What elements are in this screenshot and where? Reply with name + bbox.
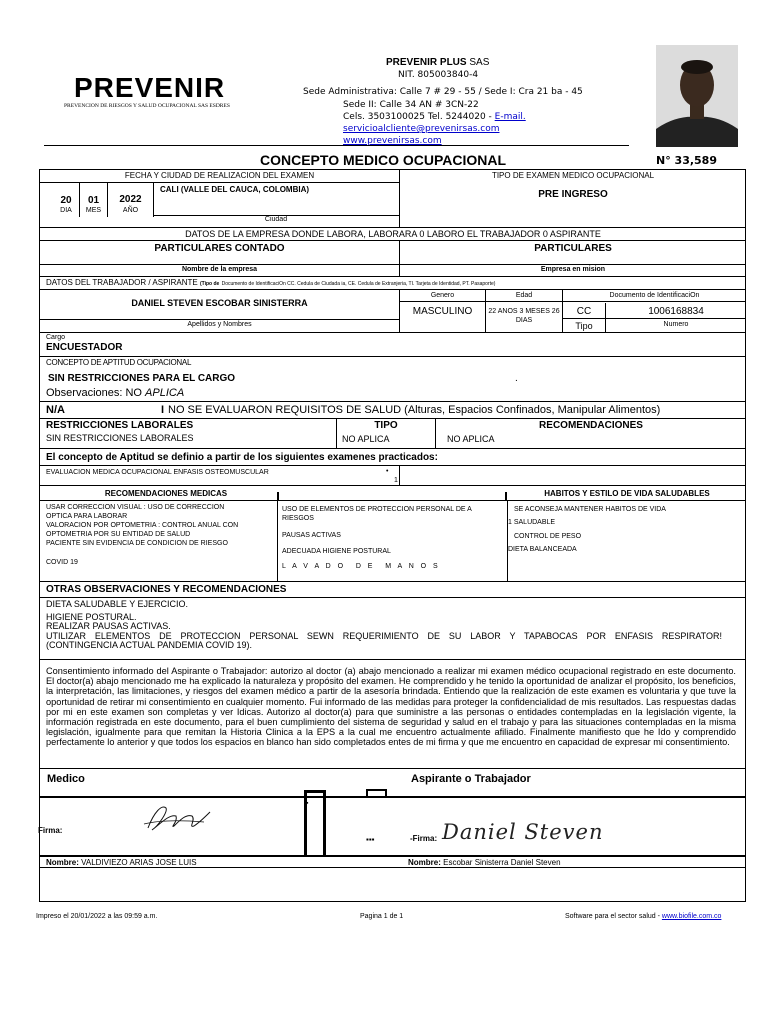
address-line-1: Sede Administrativa: Calle 7 # 29 - 55 / Sede I: Cra 21 ba - 45 (303, 87, 583, 97)
company-nit: NIT. 805003840-4 (398, 70, 479, 80)
medico-label: Medico (47, 773, 85, 785)
aptitude-dot: . (515, 373, 518, 384)
gender-label: Genero (430, 292, 455, 299)
signature-dot: ▪ (306, 800, 309, 807)
medical-rec-3: PACIENTE SIN EVIDENCIA DE CONDICION DE RIESGO (46, 540, 228, 547)
mission-company-value: PARTICULARES (534, 243, 612, 254)
website (343, 136, 442, 145)
habit-3: CONTROL DE PESO (514, 533, 582, 540)
restriction-type-value: NO APLICA (342, 434, 390, 444)
observations: Observaciones: NO APLICA (46, 387, 185, 399)
phones-line: Cels. 3503100025 Tel. 5244020 - E-mail. (343, 112, 526, 122)
exam-year: 2022 (119, 194, 142, 205)
habit-1: SE ACONSEJA MANTENER HABITOS DE VIDA (514, 506, 666, 513)
document-number: N° 33,589 (656, 154, 717, 167)
address-line-2: Sede II: Calle 34 AN # 3CN-22 (343, 100, 479, 110)
restriction-type-label: TIPO (374, 420, 398, 431)
mission-company-label: Empresa en mision (540, 266, 606, 273)
document-number-label: Numero (663, 321, 689, 328)
aspirant-name: Nombre: Escobar Sinisterra Daniel Steven (408, 858, 561, 867)
signature-divider-small (366, 789, 387, 797)
biofile-link[interactable]: www.biofile.com.co (661, 913, 722, 920)
informed-consent: Consentimiento informado del Aspirante o Trabajador: autorizo al doctor (a) abajo mencionado a realizar mi examen médico ocupacional registrado en este documento. El doctor(a) abajo mencionado me ha explicado la naturaleza y propósito del examen. He comprendido y he tenido la oportunidad de analizar el propósito, los beneficios, la interpretación, las limitaciones, y riesgos del examen médico a partir de la asesoría brindada. Entiendo que la realización de este examen es voluntaria y que tuve la oportunidad de retirar mi consentimiento en cualquier momento. Fui informado de las medidas para proteger la confidencialidad de mis resultados. Las respuestas dadas por mi en este examen son completas y ver Idicas. Autorizo al doctor(a) para que suministre a las personas o entidades contempladas en la legislación vigente, la información registrada en este documento, para el buen cumplimiento del sistema de seguridad y salud en el trabajo y para las situaciones contempladas en la misma legislación, igualmente para que remitan la Historia Clinica a la EPS a la cual me encuentro actualmente afiliado. Finalmente manifiesto que he Ido y comprendido perfectamente lo anterior y que todos los espacios en blanco han sido completados entes de mi firma y que me encuentro en capacidad de expresar mi consentimiento. (46, 666, 736, 748)
email-address (343, 124, 499, 134)
document-type: CC (576, 306, 592, 317)
other-observations-list (46, 600, 722, 651)
other-obs-2: HIGIENE POSTURAL. (46, 611, 137, 622)
other-obs-5: (CONTINGENCIA ACTUAL PANDEMIA COVID 19). (46, 640, 253, 651)
document-label: Documento de IdentificaciOn (609, 292, 700, 299)
exam-item: EVALUACION MEDICA OCUPACIONAL ENFASIS OSTEOMUSCULAR (46, 469, 269, 476)
header-divider (44, 145, 629, 146)
other-obs-4: UTILIZAR ELEMENTOS DE PROTECCION PERSONAL SEWN REQUERIMIENTO DE SU LABOR Y TAPABOCAS POR ENFASIS RESPIRATOR! (46, 630, 722, 641)
worker-section-title: DATOS DEL TRABAJADOR / ASPIRANTE (Tipo de Documento de IdentificaciOn CC. Cedula de Ciudada ia, CE. Cedula de Extranjeria, TI. Tarjeta de Identidad, PT. Pasaporte) (46, 278, 496, 287)
restriction-recommendations-label: RECOMENDACIONES (539, 420, 643, 431)
email-link[interactable]: E-mail. (494, 112, 526, 122)
year-label: AÑO (122, 207, 139, 214)
patient-photo (656, 45, 738, 147)
restrictions-label: RESTRICCIONES LABORALES (46, 420, 194, 431)
date-city-label: FECHA Y CIUDAD DE REALIZACION DEL EXAMEN (124, 171, 315, 180)
website-link[interactable]: www.prevenirsas.com (343, 136, 442, 145)
age-label: Edad (515, 292, 533, 299)
habits-title: HABITOS Y ESTILO DE VIDA SALUDABLES (544, 489, 710, 498)
page-number: Pagina 1 de 1 (360, 913, 404, 920)
requirements-bar: I (161, 404, 165, 416)
document-type-label: Tipo (575, 321, 593, 331)
restrictions-value: SIN RESTRICCIONES LABORALES (46, 433, 194, 443)
company-name-label: Nombre de la empresa (181, 266, 258, 273)
company-name-value: PARTICULARES CONTADO (154, 243, 285, 254)
medical-rec-2: VALORACION POR OPTOMETRIA : CONTROL ANUAL CON OPTOMETRIA POR SU ENTIDAD DE SALUD (46, 522, 239, 538)
software-credit: Software para el sector salud - www.biofile.com.co (565, 913, 722, 920)
worker-name: DANIEL STEVEN ESCOBAR SINISTERRA (131, 298, 308, 308)
middle-rec-4: L A V A D O D E M A N O S (282, 563, 439, 570)
medico-firma-label: Firma: (38, 826, 63, 835)
medical-recommendations-title: RECOMENDACIONES MEDICAS (104, 489, 228, 498)
exam-day: 20 (60, 195, 72, 206)
company-section-title: DATOS DE LA EMPRESA DONDE LABORA, LABORARA 0 LABORO EL TRABAJADOR 0 ASPIRANTE (185, 229, 601, 239)
logo-subtitle: PREVENCION DE RIESGOS Y SALUD OCUPACIONAL SAS ESDRES (64, 103, 230, 109)
signature-dash: ▪▪▪ (366, 835, 375, 844)
cargo-value: ENCUESTADOR (46, 342, 123, 353)
exam-type: PRE INGRESO (538, 189, 608, 200)
company-name: PREVENIR PLUS SAS (386, 57, 490, 68)
exam-month: 01 (87, 195, 100, 206)
medico-signature (140, 800, 215, 836)
city-label: Ciudad (264, 216, 288, 223)
gender-value: MASCULINO (412, 306, 473, 317)
exam-mark-1: • (386, 468, 389, 475)
habit-2: 1 SALUDABLE (508, 519, 556, 526)
medico-name: Nombre: VALDIVIEZO ARIAS JOSE LUIS (46, 858, 197, 867)
middle-recommendations-list (282, 505, 497, 571)
exam-mark-2: 1 (394, 477, 398, 484)
month-label: MES (85, 207, 102, 214)
exam-type-label: TIPO DE EXAMEN MEDICO OCUPACIONAL (491, 171, 655, 180)
aptitude-value: SIN RESTRICCIONES PARA EL CARGO (48, 373, 236, 384)
medical-rec-4: COVID 19 (46, 559, 78, 566)
medical-rec-1: USAR CORRECCION VISUAL : USO DE CORRECCION OPTICA PARA LABORAR (46, 504, 225, 520)
habits-list (508, 505, 743, 554)
document-number: 1006168834 (648, 306, 704, 317)
aspirant-label: Aspirante o Trabajador (411, 773, 531, 785)
middle-rec-1: USO DE ELEMENTOS DE PROTECCION PERSONAL DE A RIESGOS (282, 506, 472, 522)
day-label: DIA (60, 207, 72, 214)
other-observations-title: OTRAS OBSERVACIONES Y RECOMENDACIONES (46, 584, 287, 595)
aspirant-signature: Daniel Steven (442, 820, 604, 844)
email-address-link[interactable]: servicioalcliente@prevenirsas.com (343, 124, 500, 134)
print-date: Impreso el 20/01/2022 a las 09:59 a.m. (36, 913, 158, 920)
requirements-note: NO SE EVALUARON REQUISITOS DE SALUD (Alturas, Espacios Confinados, Manipular Alimentos) (168, 404, 661, 416)
exams-title: El concepto de Aptitud se definio a partir de los siguientes examenes practicados: (46, 452, 438, 463)
exam-city: CALI (VALLE DEL CAUCA, COLOMBIA) (160, 185, 310, 194)
other-obs-1: DIETA SALUDABLE Y EJERCICIO. (46, 599, 189, 609)
middle-rec-3: ADECUADA HIGIENE POSTURAL (282, 548, 391, 555)
company-logo: PREVENIR (74, 72, 226, 103)
worker-name-label: Apellidos y Nombres (187, 321, 252, 328)
aspirant-firma-label: -Firma: (410, 834, 438, 843)
habit-4: DIETA BALANCEADA (508, 546, 577, 553)
document-title: CONCEPTO MEDICO OCUPACIONAL (260, 152, 507, 168)
medical-recommendations-list (46, 503, 271, 567)
aptitude-label: CONCEPTO DE APTITUD OCUPACIONAL (46, 358, 192, 367)
age-value: 22 ANOS 3 MESES 26 DIAS (488, 308, 560, 324)
cargo-label: Cargo (46, 334, 66, 341)
middle-rec-2: PAUSAS ACTIVAS (282, 532, 341, 539)
na-value: N/A (46, 404, 65, 416)
other-obs-3: REALIZAR PAUSAS ACTIVAS. (46, 621, 171, 632)
restriction-recommendations-value: NO APLICA (447, 434, 495, 444)
